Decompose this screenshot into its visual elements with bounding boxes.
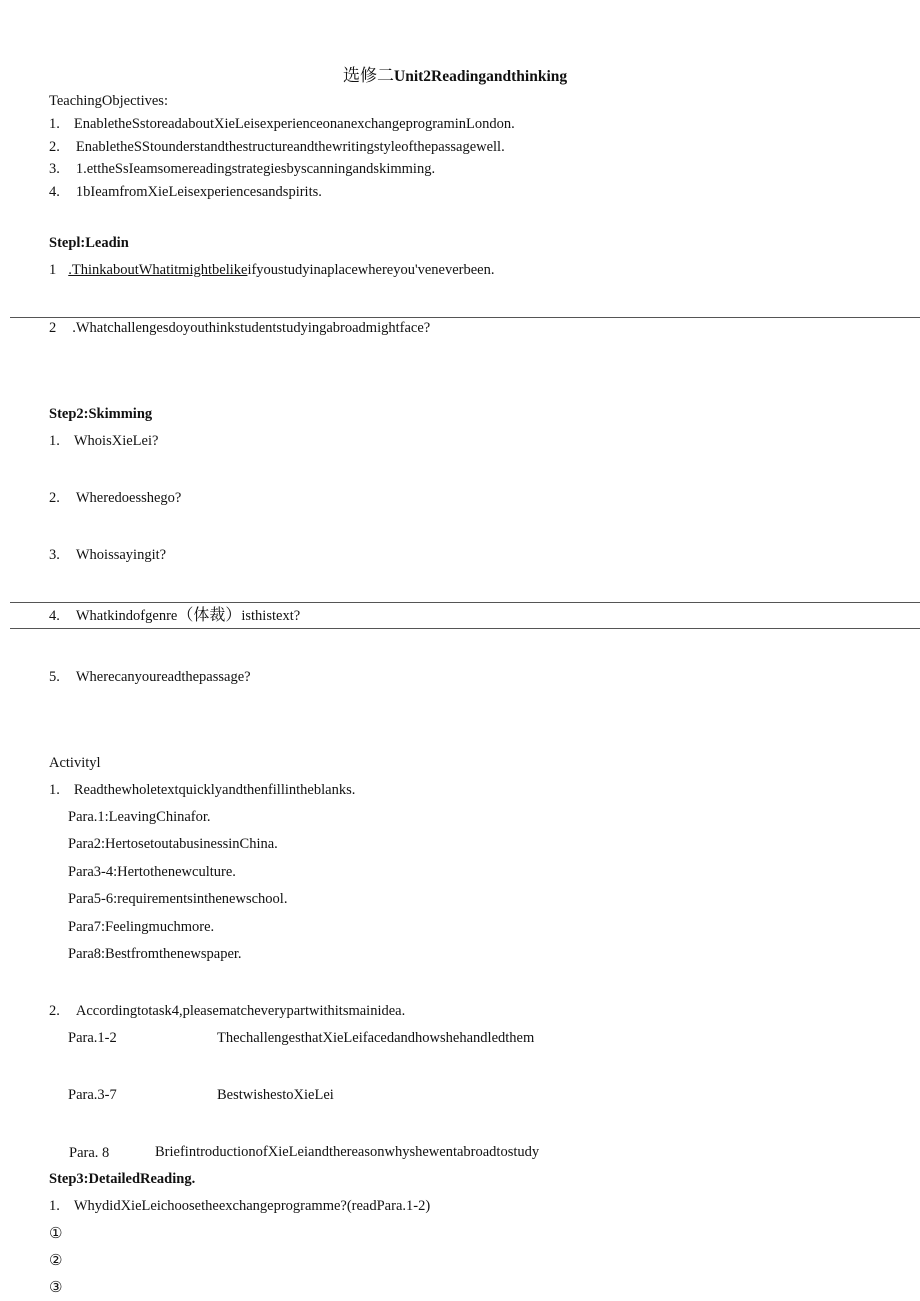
question-text: Wherecanyoureadthepassage? xyxy=(75,669,251,685)
objective-item xyxy=(49,162,435,177)
question-underlined-text: .ThinkaboutWhatitmightbelike xyxy=(68,262,248,278)
title-chinese: 选修二 xyxy=(343,66,394,85)
question-text: WhydidXieLeichoosetheexchangeprogramme?(readPara.1-2) xyxy=(73,1198,431,1214)
objective-text: 1.ettheSsIeamsomereadingstrategiesbyscanningandskimming. xyxy=(75,161,436,177)
match-main-idea: ThechallengesthatXieLeifacedandhowshehandledthem xyxy=(217,1030,535,1046)
question-text: Whatkindofgenre xyxy=(75,608,178,624)
match-main-idea: BestwishestoXieLei xyxy=(217,1087,334,1103)
activity-task-1 xyxy=(49,783,355,798)
step1-question-2 xyxy=(49,321,430,336)
step1-heading: Stepl:Leadin xyxy=(49,235,129,251)
step3-heading: Step3:DetailedReading. xyxy=(49,1171,196,1187)
question-text: ifyoustudyinaplacewhereyou'veneverbeen. xyxy=(247,262,495,278)
fill-blank-item: Para.1:LeavingChinafor. xyxy=(68,809,211,825)
objective-text: EnabletheSStounderstandthestructureandthewritingstyleofthepassagewell. xyxy=(75,139,505,155)
objective-text: EnabletheSstoreadaboutXieLeisexperienceonanexchangeprograminLondon. xyxy=(73,116,515,132)
question-text: WhoisXieLei? xyxy=(73,433,159,449)
objective-number: 3. xyxy=(49,161,60,177)
skimming-question xyxy=(49,491,181,506)
question-chinese-note: （体裁） xyxy=(177,605,242,624)
detailed-question-1 xyxy=(49,1199,430,1214)
task-text: Readthewholetextquicklyandthenfillintheblanks. xyxy=(73,782,356,798)
title-english: Unit2Readingandthinking xyxy=(394,68,568,85)
step1-question-1 xyxy=(49,263,494,278)
answer-line xyxy=(10,628,920,629)
question-text: .Whatchallengesdoyouthinkstudentstudyingabroadmightface? xyxy=(72,320,431,336)
match-para-label: Para.3-7 xyxy=(68,1087,117,1103)
fill-blank-item: Para7:Feelingmuchmore. xyxy=(68,919,215,935)
step2-heading: Step2:Skimming xyxy=(49,406,153,422)
task-number: 2. xyxy=(49,1003,60,1019)
question-number: 1 xyxy=(49,262,57,278)
question-text: Whoissayingit? xyxy=(75,547,167,563)
question-number: 1. xyxy=(49,1198,60,1214)
fill-blank-item: Para5-6:requirementsinthenewschool. xyxy=(68,891,288,907)
fill-blank-item: Para8:Bestfromthenewspaper. xyxy=(68,946,242,962)
skimming-question xyxy=(49,548,166,563)
question-number: 2. xyxy=(49,490,60,506)
fill-blank-item: Para3-4:Hertothenewculture. xyxy=(68,864,236,880)
skimming-question xyxy=(49,434,158,449)
skimming-question xyxy=(49,607,300,624)
answer-marker-3: ③ xyxy=(49,1278,63,1296)
page-title xyxy=(343,67,567,85)
task-text: Accordingtotask4,pleasematcheverypartwithitsmainidea. xyxy=(75,1003,406,1019)
answer-marker-1: ① xyxy=(49,1224,63,1242)
activity-heading: Activityl xyxy=(49,755,101,771)
question-number: 1. xyxy=(49,433,60,449)
question-number: 4. xyxy=(49,608,60,624)
fill-blank-item: Para2:HertosetoutabusinessinChina. xyxy=(68,836,278,852)
question-number: 3. xyxy=(49,547,60,563)
match-para-label: Para. 8 xyxy=(69,1145,110,1161)
question-number: 5. xyxy=(49,669,60,685)
objective-item xyxy=(49,140,505,155)
match-para-label: Para.1-2 xyxy=(68,1030,117,1046)
task-number: 1. xyxy=(49,782,60,798)
answer-line xyxy=(10,317,920,318)
skimming-question xyxy=(49,670,251,685)
objective-item xyxy=(49,117,515,132)
objective-number: 2. xyxy=(49,139,60,155)
objective-item xyxy=(49,185,322,200)
question-text: Wheredoesshego? xyxy=(75,490,182,506)
answer-line xyxy=(10,602,920,603)
objective-text: 1bIeamfromXieLeisexperiencesandspirits. xyxy=(75,184,322,200)
activity-task-2 xyxy=(49,1004,405,1019)
match-main-idea: BriefintroductionofXieLeiandthereasonwhyshewentabroadtostudy xyxy=(155,1144,540,1160)
answer-marker-2: ② xyxy=(49,1251,63,1269)
objectives-heading: TeachingObjectives: xyxy=(49,93,168,109)
objective-number: 1. xyxy=(49,116,60,132)
question-text: isthistext? xyxy=(241,608,301,624)
objective-number: 4. xyxy=(49,184,60,200)
question-number: 2 xyxy=(49,320,57,336)
